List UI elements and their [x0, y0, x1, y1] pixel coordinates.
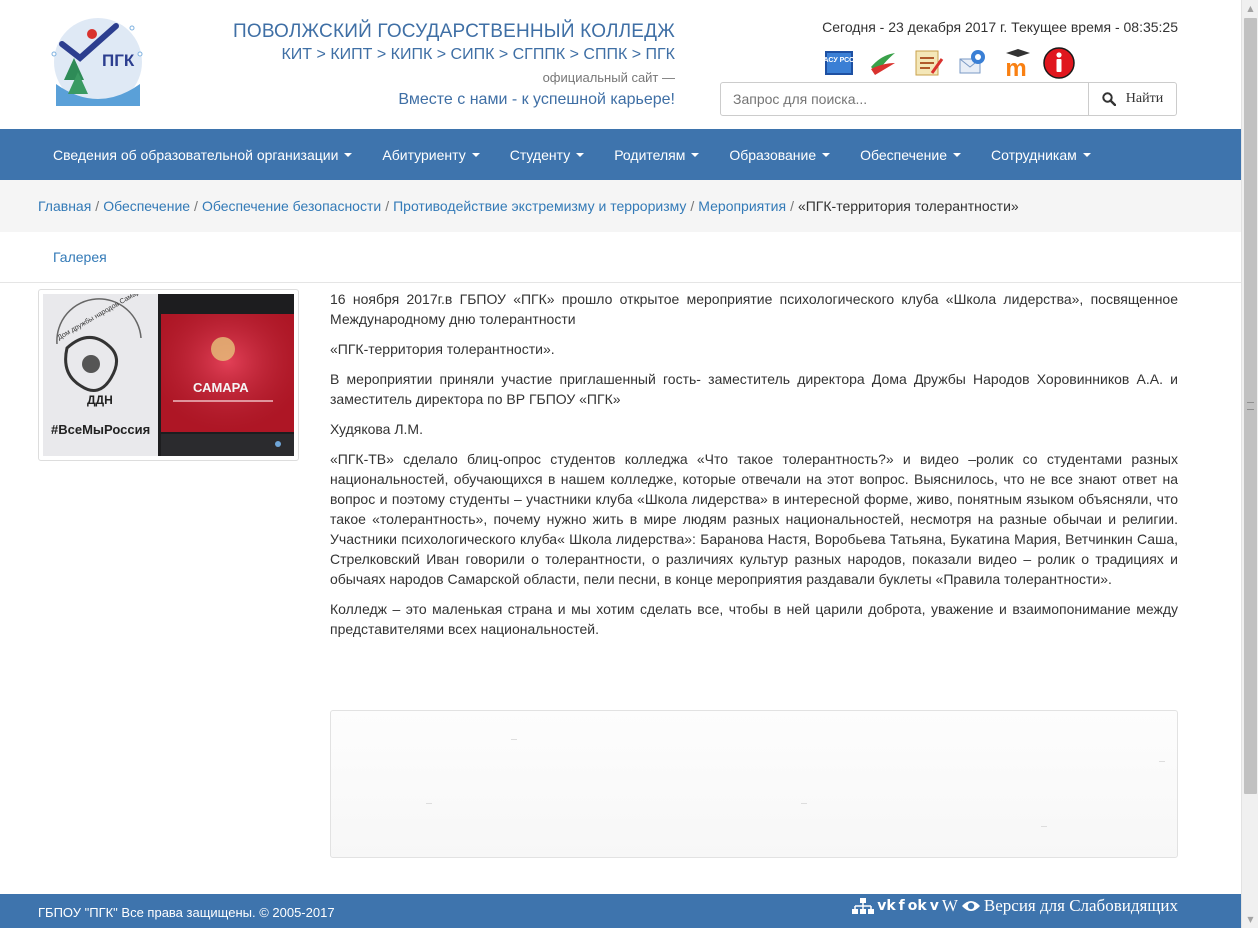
- search-input[interactable]: [721, 83, 1088, 115]
- embed-artifact: [426, 803, 432, 804]
- nav-item-label: Родителям: [614, 146, 686, 163]
- breadcrumb-separator: /: [95, 198, 100, 214]
- embed-artifact: [801, 803, 807, 804]
- caret-down-icon: [344, 153, 352, 157]
- article-paragraph: «ПГК-ТВ» сделало блиц-опрос студентов колледжа «Что такое толерантность?» и видео –ролик со студентами разных национальностей, обучающихся в нашем колледже, которые отвечали на этот вопрос. Выяснилось, что не все знают ответ на вопрос и поэтому студенты – участники клуба «Школа лидерства» в интересной форме, живо, понятным языком объясняли, что такое «толерантность», почему нужно жить в мире людям разных национальностей, несмотря на разные обычаи и религии. Участники психологического клуба« Школа лидерства»: Баранова Настя, Воробьева Татьяна, Букатина Мария, Ветчинкин Саша, Стрелковский Иван говорили о толерантности, о различиях культур разных народов, показали видео – ролик о традициях и обычаях народов Самарской области, пели песни, в конце мероприятия раздавали буклеты «Правила толерантности».: [330, 451, 1178, 587]
- article-paragraph: «ПГК-территория толерантности».: [330, 341, 555, 357]
- breadcrumb-separator: /: [790, 198, 794, 214]
- college-title[interactable]: ПОВОЛЖСКИЙ ГОСУДАРСТВЕННЫЙ КОЛЛЕДЖ: [232, 21, 675, 42]
- banner-hashtag: #ВсеМыРоссия: [51, 422, 151, 437]
- caret-down-icon: [1083, 153, 1091, 157]
- breadcrumb-separator: /: [690, 198, 695, 214]
- vertical-scrollbar[interactable]: [1241, 0, 1258, 928]
- nav-item-students[interactable]: [495, 147, 599, 163]
- facebook-icon[interactable]: f: [898, 898, 905, 914]
- nav-item-label: Образование: [729, 146, 817, 163]
- nav-item-applicants[interactable]: [367, 147, 494, 163]
- article-paragraph: Колледж – это маленькая страна и мы хотим сделать все, чтобы в ней царили доброта, уважение и взаимопонимание между представителями всех национальностей.: [330, 601, 1178, 637]
- sitemap-icon[interactable]: [852, 898, 874, 914]
- search-icon: [1102, 92, 1116, 106]
- breadcrumb-link-events[interactable]: Мероприятия: [698, 198, 787, 214]
- vk-icon[interactable]: vk: [877, 898, 896, 914]
- asu-rso-icon-label: АСУ РСО: [823, 57, 855, 64]
- embed-artifact: [511, 739, 517, 740]
- breadcrumb-link-security[interactable]: Обеспечение безопасности: [201, 198, 382, 214]
- nav-item-education[interactable]: [714, 147, 845, 163]
- nav-item-provision[interactable]: [845, 147, 976, 163]
- info-icon[interactable]: [1043, 47, 1075, 79]
- event-photo: [43, 294, 294, 456]
- breadcrumb-separator: /: [194, 198, 198, 214]
- breadcrumb-current: «ПГК-территория толерантности»: [797, 198, 1019, 214]
- main-nav: [0, 129, 1241, 180]
- content-tabs: [0, 232, 1241, 283]
- breadcrumb: [0, 180, 1241, 232]
- nav-item-label: Сотрудникам: [991, 146, 1077, 163]
- vimeo-icon[interactable]: v: [929, 898, 939, 914]
- arc-text: Дом дружбы народов: [56, 300, 121, 342]
- official-site-label: официальный сайт —: [542, 70, 675, 85]
- search-form: [720, 82, 1177, 116]
- article-paragraph: Худякова Л.М.: [330, 421, 423, 437]
- nav-item-staff[interactable]: [976, 147, 1106, 163]
- college-lineage: КИТ > КИПТ > КИПК > СИПК > СГППК > СППК > ПГК: [281, 46, 675, 63]
- scroll-up-arrow-icon[interactable]: ▲: [1242, 0, 1258, 17]
- embed-artifact: [1159, 761, 1165, 762]
- article-paragraph: В мероприятии приняли участие приглашенный гость- заместитель директора Дома Дружбы Народов Хоровинников А.А. и заместитель директора по ВР ГБПОУ «ПГК»: [330, 371, 1178, 407]
- footer-links: [852, 896, 1178, 916]
- breadcrumb-link-counter-extremism[interactable]: Противодействие экстремизму и терроризму: [393, 198, 687, 214]
- brand-block: [200, 20, 675, 111]
- breadcrumb-link-home[interactable]: Главная: [38, 198, 92, 214]
- odnoklassniki-icon[interactable]: ok: [907, 898, 927, 914]
- nav-item-parents[interactable]: [599, 147, 714, 163]
- screen-title: САМАРА: [193, 380, 249, 395]
- mail-icon[interactable]: [956, 47, 988, 79]
- caret-down-icon: [691, 153, 699, 157]
- logo-text: ПГК: [102, 51, 135, 70]
- scroll-down-arrow-icon[interactable]: ▼: [1242, 911, 1258, 928]
- wikipedia-icon[interactable]: W: [941, 896, 958, 915]
- nav-item-label: Обеспечение: [860, 146, 947, 163]
- education-ministry-icon[interactable]: [867, 47, 899, 79]
- gallery-thumbnail[interactable]: [38, 289, 299, 461]
- nav-item-label: Студенту: [509, 146, 571, 163]
- emblem-text: ДДН: [87, 393, 113, 407]
- nav-item-organization-info[interactable]: [38, 147, 367, 163]
- site-footer: [0, 894, 1241, 928]
- caret-down-icon: [576, 153, 584, 157]
- footer-copyright: ГБПОУ "ПГК" Все права защищены. © 2005-2017: [38, 905, 335, 920]
- college-slogan: Вместе с нами - к успешной карьере!: [398, 91, 675, 108]
- date-time: Сегодня - 23 декабря 2017 г. Текущее время - 08:35:25: [822, 19, 1178, 35]
- tab-gallery[interactable]: Галерея: [53, 249, 107, 265]
- embedded-media-frame[interactable]: [330, 710, 1178, 858]
- site-header: [0, 0, 1241, 129]
- nav-item-label: Сведения об образовательной организации: [53, 146, 339, 163]
- college-logo[interactable]: [40, 14, 158, 112]
- embed-artifact: [1041, 826, 1047, 827]
- moodle-icon-label: m: [1005, 55, 1027, 79]
- breadcrumb-link-provision[interactable]: Обеспечение: [103, 198, 191, 214]
- article-body: [330, 289, 1178, 649]
- moodle-icon[interactable]: [1000, 47, 1032, 79]
- caret-down-icon: [953, 153, 961, 157]
- schedule-icon[interactable]: [912, 47, 944, 79]
- accessibility-version-link[interactable]: Версия для Слабовидящих: [983, 896, 1178, 915]
- scrollbar-grip: [1247, 402, 1254, 410]
- breadcrumb-separator: /: [385, 198, 390, 214]
- scrollbar-thumb[interactable]: [1244, 18, 1257, 794]
- asu-rso-icon[interactable]: [823, 47, 855, 79]
- search-button-label: Найти: [1125, 91, 1164, 106]
- article-paragraph: 16 ноября 2017г.в ГБПОУ «ПГК» прошло открытое мероприятие психологического клуба «Школа лидерства», посвященное Международному дню толерантности: [330, 291, 1178, 327]
- caret-down-icon: [822, 153, 830, 157]
- caret-down-icon: [472, 153, 480, 157]
- nav-item-label: Абитуриенту: [382, 146, 466, 163]
- search-button[interactable]: [1088, 83, 1176, 115]
- eye-icon[interactable]: [961, 899, 981, 913]
